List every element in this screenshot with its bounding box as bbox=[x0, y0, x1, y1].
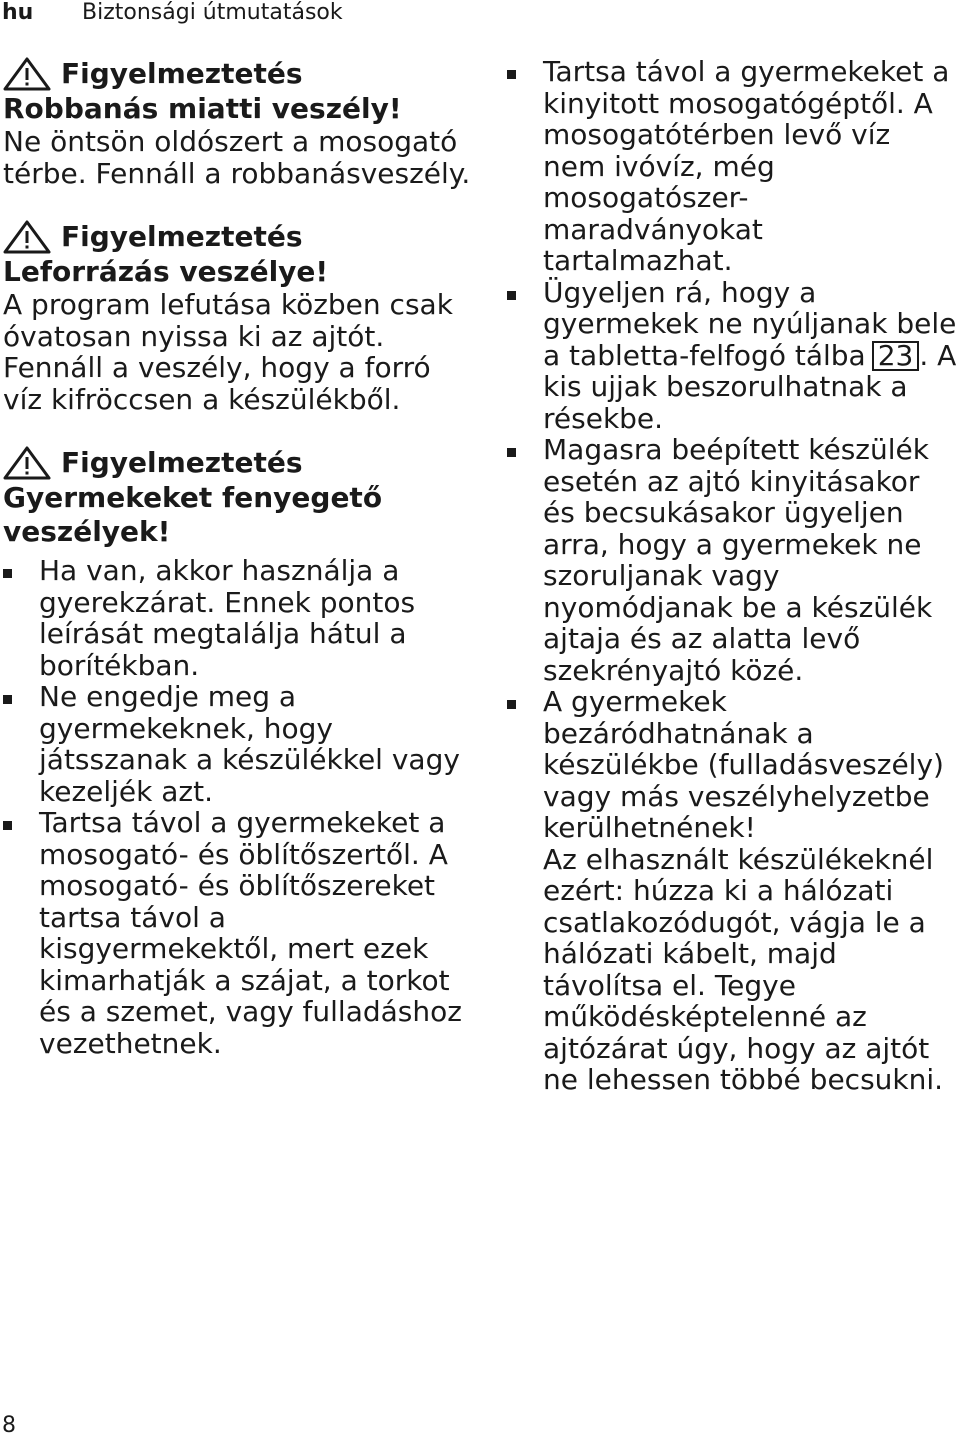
bullet-icon bbox=[3, 695, 12, 704]
warning-heading-text: Figyelmeztetés bbox=[61, 446, 303, 479]
warning-scalding bbox=[3, 219, 473, 415]
page-header bbox=[0, 0, 960, 28]
bullet-icon bbox=[507, 291, 516, 300]
right-column bbox=[507, 56, 957, 1096]
bullet-icon bbox=[507, 700, 516, 709]
bullet-icon bbox=[3, 569, 12, 578]
left-column bbox=[3, 56, 473, 1059]
bullet-icon bbox=[3, 821, 12, 830]
warning-heading bbox=[3, 219, 473, 255]
list-item: Tartsa távol a gyermekeket a mosogató- és öblítőszertől. A mosogató- és öblítőszereket tartsa távol a kisgyermekektől, mert ezek kimarhatják a szájat, a torkot és a szemet, vagy fulladáshoz vezethetnek. bbox=[3, 807, 473, 1059]
warning-text: Ne öntsön oldószert a mosogató térbe. Fennáll a robbanásveszély. bbox=[3, 125, 471, 190]
warning-triangle-icon bbox=[3, 57, 51, 91]
warning-heading bbox=[3, 56, 473, 92]
warning-explosion bbox=[3, 56, 473, 189]
language-code: hu bbox=[2, 0, 34, 25]
bullet-icon bbox=[507, 70, 516, 79]
list-item: Ha van, akkor használja a gyerekzárat. Ennek pontos leírását megtalálja hátul a borítékban. bbox=[3, 555, 473, 681]
warning-triangle-icon bbox=[3, 446, 51, 480]
figure-reference: 23 bbox=[872, 341, 920, 371]
bullet-icon bbox=[507, 448, 516, 457]
warning-heading-text: Figyelmeztetés bbox=[61, 57, 303, 90]
warning-subheading: Gyermekeket fenyegető veszélyek! bbox=[3, 481, 383, 548]
list-item: Ne engedje meg a gyermekeknek, hogy játsszanak a készülékkel vagy kezeljék azt. bbox=[3, 681, 473, 807]
warning-heading-text: Figyelmeztetés bbox=[61, 220, 303, 253]
warning-subheading: Leforrázás veszélye! bbox=[3, 255, 329, 288]
list-item: Ügyeljen rá, hogy a gyermekek ne nyúljanak bele a tabletta-felfogó tálba 23 . A kis ujjak beszorulhatnak a résekbe. bbox=[507, 277, 957, 435]
warning-heading bbox=[3, 445, 473, 481]
disposal-note: Az elhasznált készülékeknél ezért: húzza ki a hálózati csatlakozódugót, vágja le a hálózati kábelt, majd távolítsa el. Tegye működésképtelenné az ajtózárat úgy, hogy az ajtót ne lehessen többé becsukni. bbox=[543, 842, 944, 1096]
page-number: 8 bbox=[2, 1413, 16, 1438]
section-title: Biztonsági útmutatások bbox=[82, 0, 343, 25]
warning-triangle-icon bbox=[3, 220, 51, 254]
warning-text: A program lefutása közben csak óvatosan nyissa ki az ajtót. Fennáll a veszély, hogy a forró víz kifröccsen a készülékből. bbox=[3, 288, 453, 416]
warning-children bbox=[3, 445, 473, 1059]
list-item: Magasra beépített készülék esetén az ajtó kinyitásakor és becsukásakor ügyeljen arra, hogy a gyermekek ne szoruljanak vagy nyomódjanak be a készülék ajtaja és az alatta levő szekrényajtó közé. bbox=[507, 434, 957, 686]
child-safety-list-continued bbox=[507, 56, 957, 844]
child-safety-list bbox=[3, 555, 473, 1059]
list-item: Tartsa távol a gyermekeket a kinyitott mosogatógéptől. A mosogatótérben levő víz nem ivóvíz, még mosogatószer-maradványokat tartalmazhat. bbox=[507, 56, 957, 277]
warning-subheading: Robbanás miatti veszély! bbox=[3, 92, 402, 125]
list-item: A gyermekek bezáródhatnának a készülékbe (fulladásveszély) vagy más veszélyhelyzetbe kerülhetnének! bbox=[507, 686, 957, 844]
